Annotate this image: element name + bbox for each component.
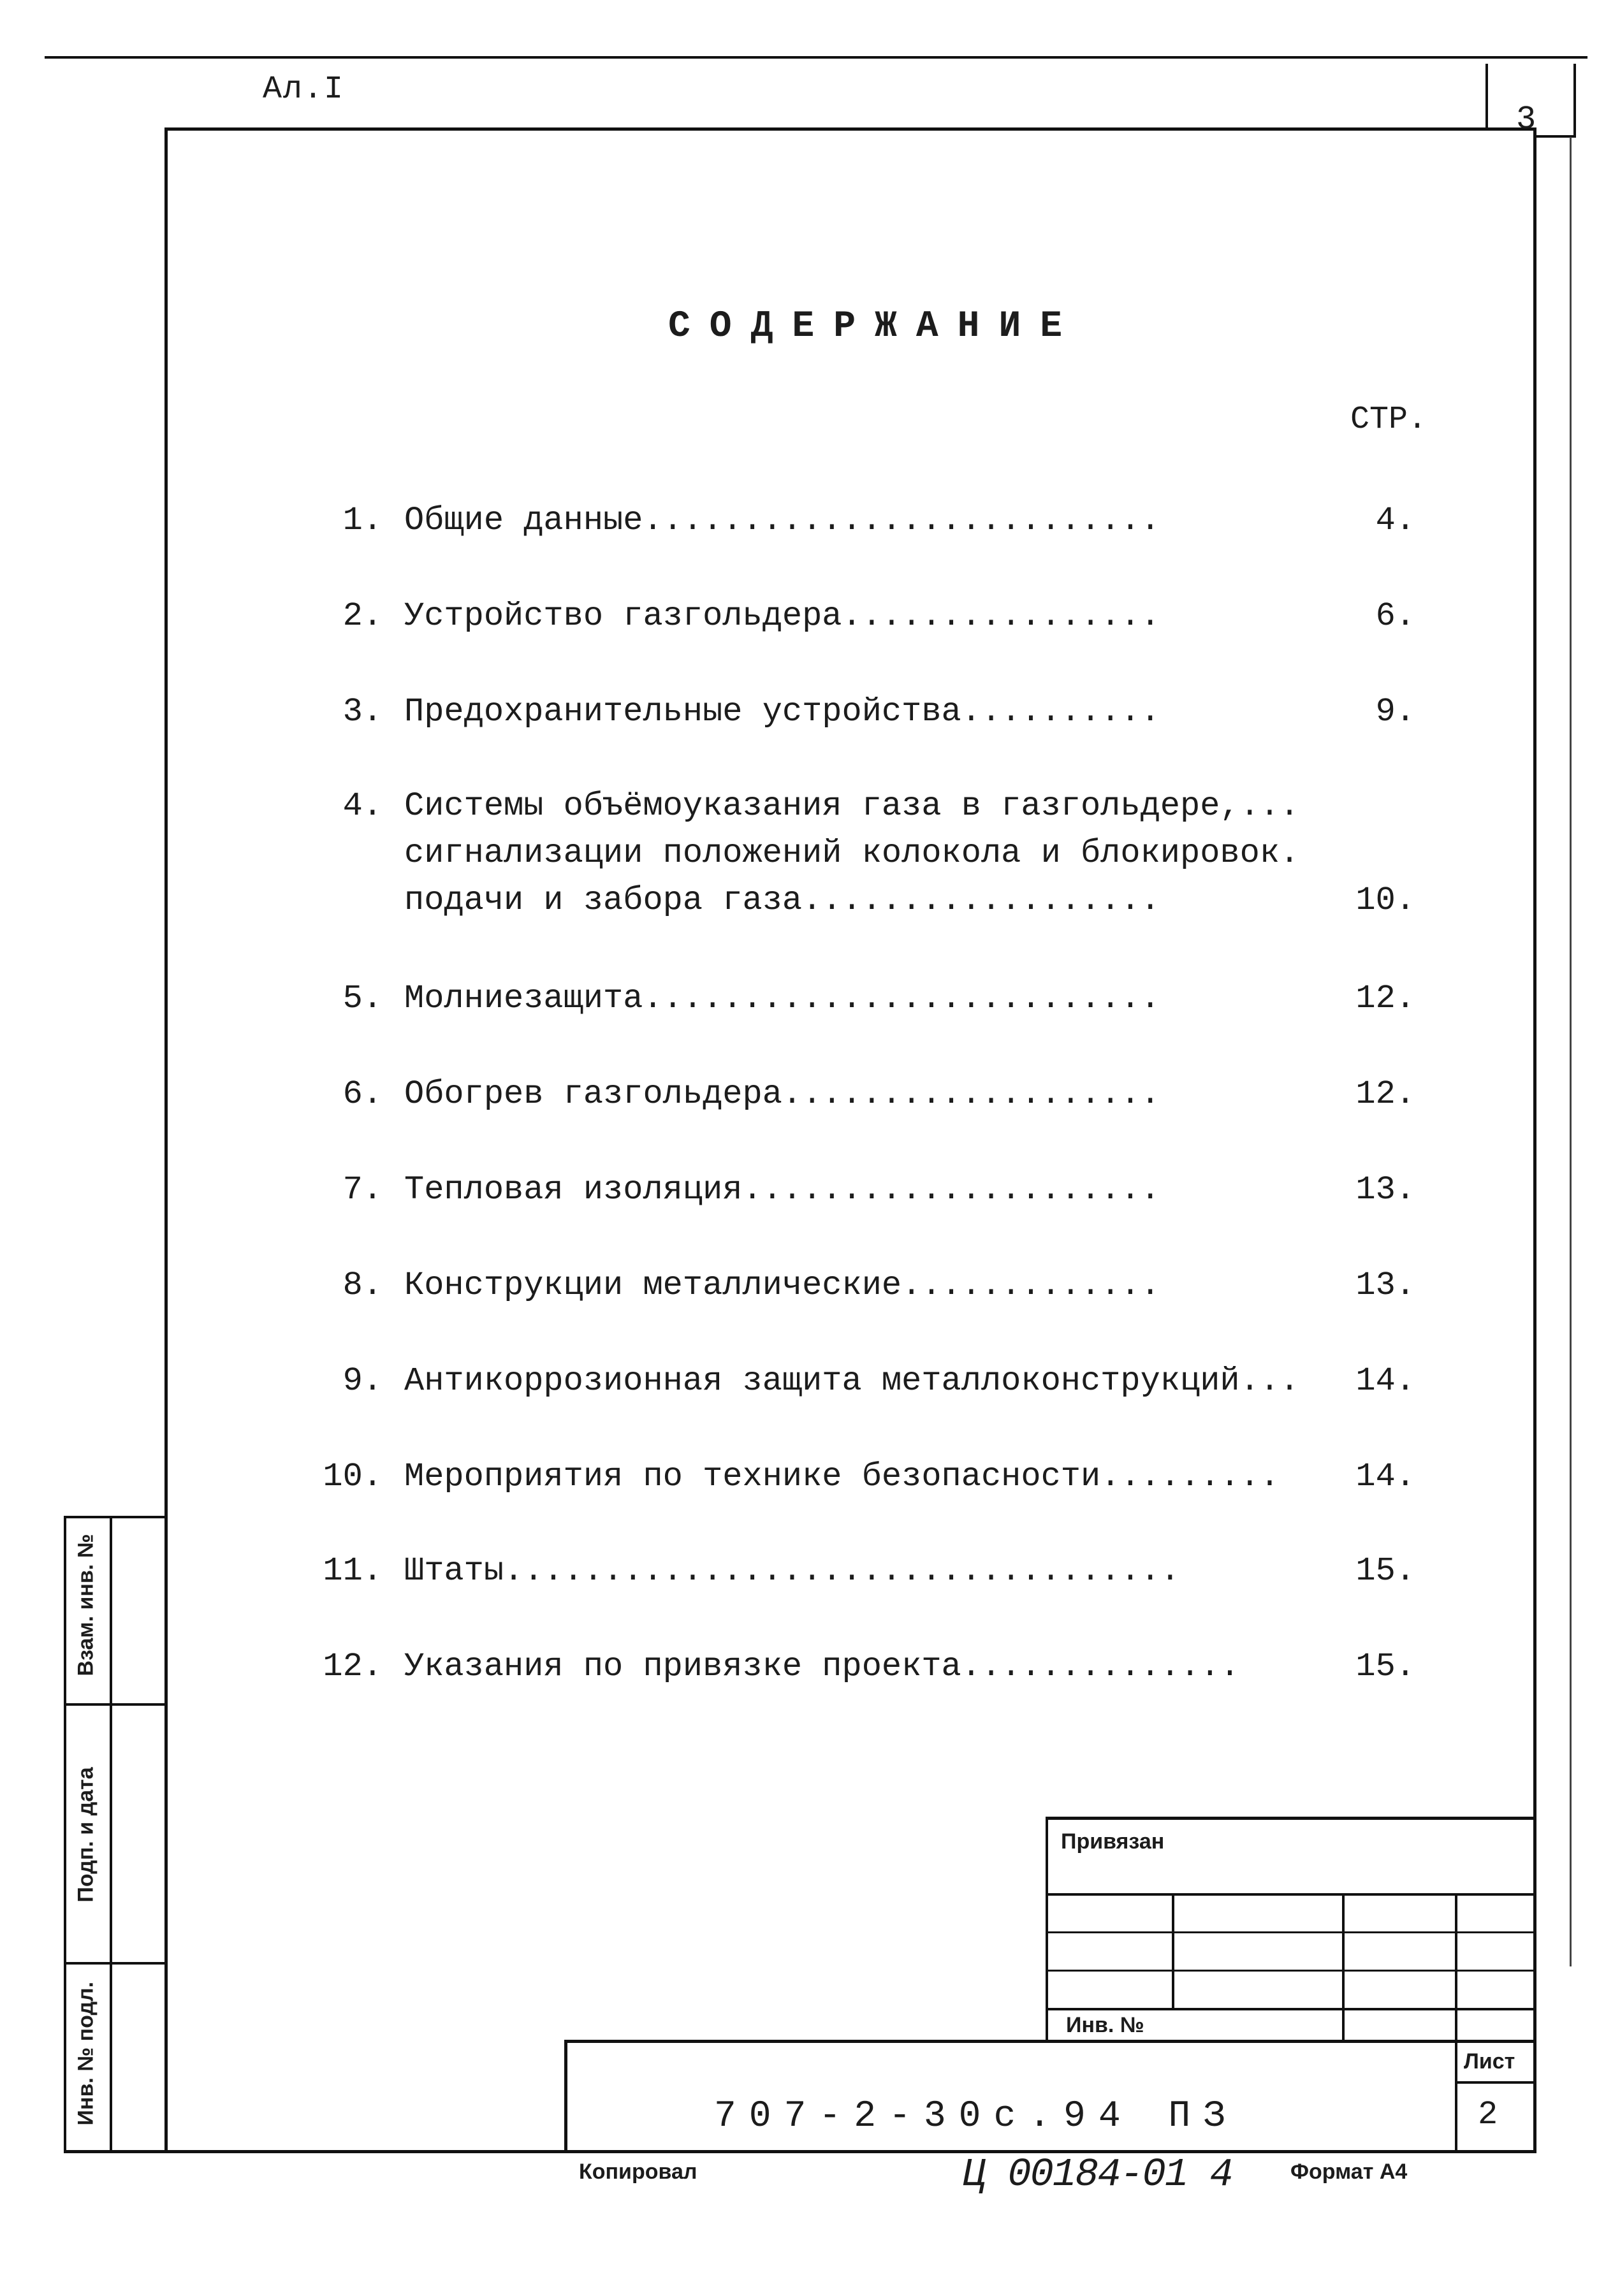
toc-entry-text: Указания по привязке проекта.............. <box>404 1648 1240 1685</box>
toc-entry-text: Штаты.................................. <box>404 1552 1180 1590</box>
toc-entry-number: 9. <box>342 1362 383 1400</box>
toc-entry-number: 12. <box>323 1648 383 1685</box>
toc-entry <box>319 1166 1441 1214</box>
toc-entry <box>319 1071 1441 1118</box>
toc-entry-text: подачи и забора газа.................. <box>404 882 1160 919</box>
podp-data-label: Подп. и дата <box>73 1767 98 1903</box>
tb-col2 <box>1342 1893 1345 2043</box>
toc-entry <box>319 688 1441 736</box>
toc-entry-page: 9. <box>1375 693 1415 730</box>
inv-podl-label: Инв. № подл. <box>73 1981 98 2126</box>
toc-entry-text: сигнализации положений колокола и блокировок. <box>404 834 1300 872</box>
toc-entry <box>319 1643 1441 1690</box>
side-stamp-div1 <box>64 1703 168 1706</box>
toc-entry-number: 7. <box>342 1171 383 1209</box>
side-stamp-div2 <box>64 1962 168 1965</box>
toc-entry-text: Тепловая изоляция..................... <box>404 1171 1160 1209</box>
corner-page-number: 3 <box>1516 101 1536 138</box>
toc-entry <box>319 1262 1441 1309</box>
album-label: Ал.I <box>263 71 345 108</box>
toc-entry-text: Обогрев газгольдера................... <box>404 1075 1160 1113</box>
toc-entry <box>319 497 1441 544</box>
page-title: СОДЕРЖАНИЕ <box>668 306 1082 347</box>
frame-bottom <box>64 2150 1536 2153</box>
side-stamp-inner <box>110 1516 112 2153</box>
tb-top <box>1046 1817 1536 1820</box>
tb-row3 <box>1046 1970 1536 1972</box>
toc-entry-page: 13. <box>1355 1267 1415 1304</box>
toc-entry-text: Устройство газгольдера................ <box>404 597 1160 635</box>
toc-entry-number: 1. <box>342 502 383 539</box>
privyazan-label: Привязан <box>1061 1829 1165 1854</box>
toc-entry-page: 15. <box>1355 1552 1415 1590</box>
frame-left <box>164 127 168 2153</box>
tb-row2 <box>1046 1931 1536 1933</box>
frame-top <box>164 127 1536 131</box>
toc-entry <box>319 1358 1441 1405</box>
sheet-label: Лист <box>1464 2049 1515 2074</box>
toc-entry-page: 12. <box>1355 1075 1415 1113</box>
outer-right-edge <box>1570 137 1572 1966</box>
toc-entry-number: 4. <box>342 787 383 825</box>
vzam-inv-label: Взам. инв. № <box>73 1534 98 1676</box>
toc-entry <box>319 593 1441 640</box>
toc-entry-text: Антикоррозионная защита металлоконструкций... <box>404 1362 1300 1400</box>
tb-col3 <box>1455 1893 1457 2153</box>
sheet-number: 2 <box>1478 2096 1498 2133</box>
toc-entry-page: 14. <box>1355 1458 1415 1495</box>
format-label: Формат А4 <box>1290 2160 1408 2184</box>
corner-box-left <box>1485 64 1488 131</box>
copied-label: Копировал <box>579 2160 697 2184</box>
main-stamp-left <box>564 2040 567 2153</box>
document-code: 707-2-30с.94 ПЗ <box>714 2096 1239 2137</box>
toc-entry-number: 11. <box>323 1552 383 1590</box>
toc-entry-text: Общие данные.......................... <box>404 502 1160 539</box>
toc-entry-page: 12. <box>1355 980 1415 1017</box>
tb-row4 <box>1046 2008 1536 2010</box>
toc-entry-number: 6. <box>342 1075 383 1113</box>
inv-no-label: Инв. № <box>1066 2013 1144 2037</box>
side-stamp-outer-left <box>64 1516 66 2153</box>
side-stamp-top <box>64 1516 168 1518</box>
page-column-label: СТР. <box>1350 402 1427 438</box>
toc-entry-page: 14. <box>1355 1362 1415 1400</box>
toc-entry <box>319 1453 1441 1500</box>
toc-entry <box>319 1548 1441 1595</box>
toc-entry-number: 3. <box>342 693 383 730</box>
frame-right <box>1533 127 1536 2153</box>
sheet-label-line <box>1455 2081 1536 2084</box>
toc-entry-text: Системы объёмоуказания газа в газгольдере,... <box>404 787 1300 825</box>
toc-entry <box>319 975 1441 1022</box>
toc-entry-text: Конструкции металлические............. <box>404 1267 1160 1304</box>
toc-entry-page: 13. <box>1355 1171 1415 1209</box>
corner-box-right <box>1573 64 1576 137</box>
toc-entry-number: 8. <box>342 1267 383 1304</box>
tb-row1 <box>1046 1893 1536 1896</box>
top-rule <box>45 56 1587 59</box>
toc-entry-page: 10. <box>1355 882 1415 919</box>
toc-entry-text: Предохранительные устройства.......... <box>404 693 1160 730</box>
toc-entry-text: Молниезащита.......................... <box>404 980 1160 1017</box>
toc-entry-text: Мероприятия по технике безопасности......... <box>404 1458 1280 1495</box>
toc-entry-number: 2. <box>342 597 383 635</box>
toc-entry-page: 4. <box>1375 502 1415 539</box>
toc-entry-page: 15. <box>1355 1648 1415 1685</box>
handwritten-code: Ц 00184-01 4 <box>963 2152 1232 2197</box>
toc-entry-number: 5. <box>342 980 383 1017</box>
tb-col1 <box>1172 1893 1174 2008</box>
main-stamp-top <box>564 2040 1536 2043</box>
toc-entry-page: 6. <box>1375 597 1415 635</box>
toc-entry <box>319 783 1441 924</box>
toc-entry-number: 10. <box>323 1458 383 1495</box>
